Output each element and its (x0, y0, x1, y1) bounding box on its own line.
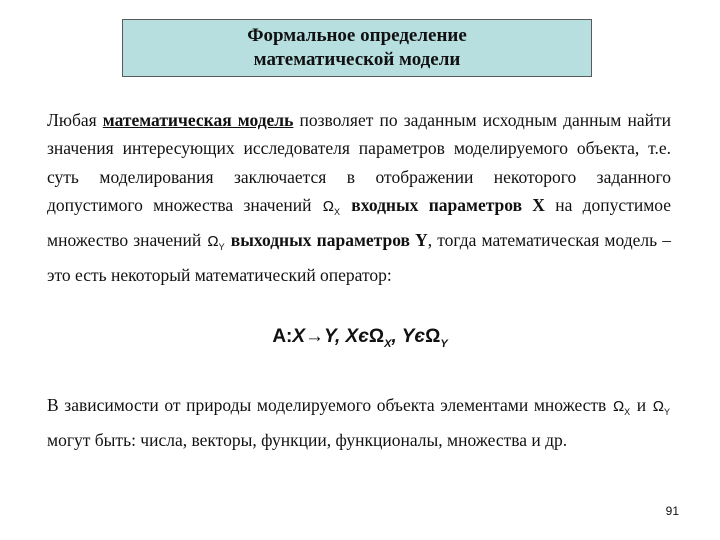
formula-sub-y: Y (440, 337, 448, 350)
output-parameters-term: выходных параметров Y (230, 230, 428, 251)
slide-title-line-1: Формальное определение (247, 25, 467, 46)
text-run: Любая (47, 110, 103, 130)
omega-y-symbol: $\Omega_Y$ (652, 398, 670, 417)
text-run: и (631, 395, 652, 415)
elements-paragraph (47, 391, 671, 455)
omega-y-symbol: $\Omega_Y$ (207, 233, 225, 253)
formula-element-of: є (358, 326, 369, 347)
definition-paragraph (47, 106, 671, 290)
input-parameters-term: входных параметров X (351, 194, 545, 215)
formula-part: X→Y, X (292, 326, 359, 347)
formula-element-of: є (414, 326, 426, 347)
text-run: на допустимое множество значений (47, 194, 672, 251)
text-run (341, 195, 351, 215)
text-run: В зависимости от природы моделируемого объекта элементами множеств (47, 395, 612, 415)
formula-sub-x: X (384, 337, 392, 350)
text-run: позволяет по заданным исходным данным найти значения интересующих исследователя параметров моделируемого объекта, т.е. суть моделирования заключается в отображении некоторого заданного допустимого множества значений (47, 110, 671, 215)
formula-operator: A: (272, 326, 293, 347)
term-mathematical-model: математическая модель (102, 110, 294, 130)
omega-x-symbol: $\Omega_X$ (612, 398, 631, 417)
omega-x-symbol: $\Omega_X$ (322, 197, 340, 217)
formula-omega: Ω (425, 326, 441, 347)
formula-omega: Ω (368, 326, 385, 347)
text-run: могут быть: числа, векторы, функции, функционалы, множества и др. (47, 430, 568, 451)
page-number: 91 (665, 504, 679, 518)
slide-title-line-2: математической модели (253, 49, 461, 70)
text-run: , тогда математическая модель – это есть некоторый математический оператор: (47, 230, 671, 286)
slide-title-box (122, 19, 592, 77)
operator-formula (0, 326, 720, 350)
formula-part: , Y (391, 326, 415, 347)
